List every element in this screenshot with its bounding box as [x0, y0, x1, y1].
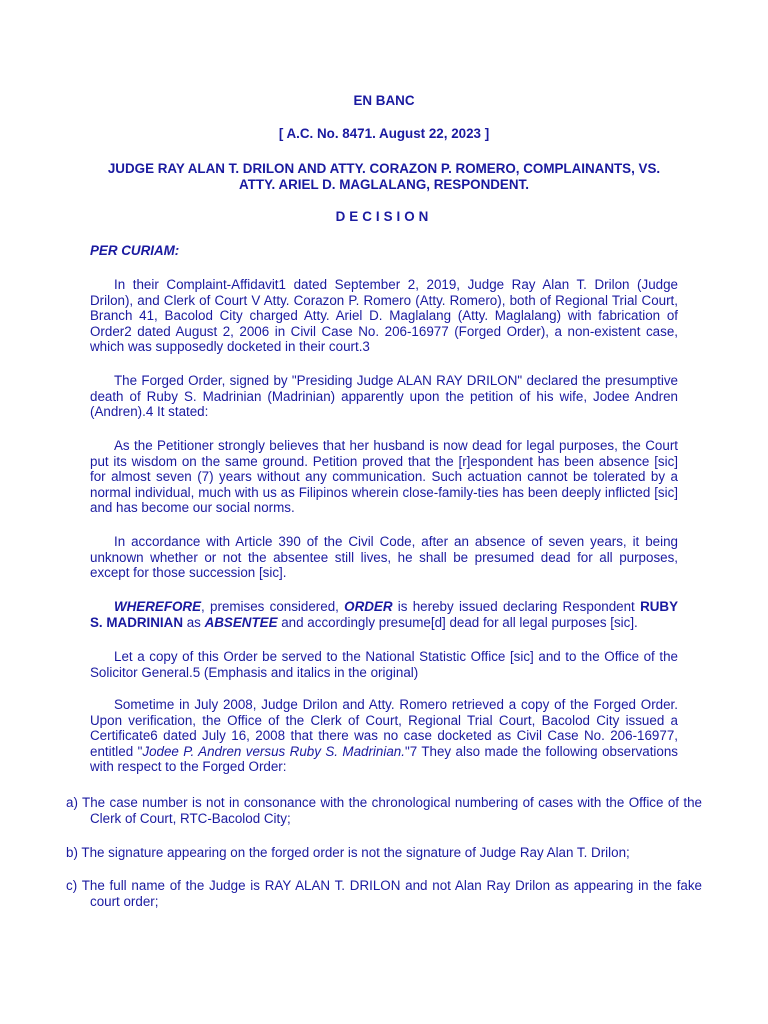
- case-reference: [ A.C. No. 8471. August 22, 2023 ]: [278, 126, 490, 141]
- quoted-paragraph-3: Let a copy of this Order be served to the National Statistic Office [sic] and to the Office of the Solicitor General.5 (Emphasis and italics in the original): [90, 649, 678, 680]
- paragraph-1: In their Complaint-Affidavit1 dated September 2, 2019, Judge Ray Alan T. Drilon (Judge Drilon), and Clerk of Court V Atty. Corazon P. Romero (Atty. Romero), both of Regional Trial Court, Branch 41, Bacolod City charged Atty. Ariel D. Maglalang (Atty. Maglalang) with fabrication of Order2 dated August 2, 2006 in Civil Case No. 206-16977 (Forged Order), a non-existent case, which was supposedly docketed in their court.3: [90, 277, 678, 355]
- decision-label: DECISION: [335, 209, 433, 224]
- court-division: EN BANC: [353, 93, 415, 108]
- per-curiam-label: PER CURIAM:: [90, 243, 180, 258]
- dispositive-text-2: is hereby issued declaring Respondent: [392, 599, 641, 614]
- quoted-dispositive: [90, 599, 678, 630]
- paragraph-2: The Forged Order, signed by "Presiding Judge ALAN RAY DRILON" declared the presumptive death of Ruby S. Madrinian (Madrinian) apparently upon the petition of his wife, Jodee Andren (Andren).4 It stated:: [90, 373, 678, 420]
- respondent-name: RUBY S. MADRINIAN: [90, 599, 679, 630]
- decision-heading: [90, 209, 678, 225]
- dispositive-text-4: and accordingly presume[d] dead for all legal purposes [sic].: [277, 614, 638, 630]
- parties-line-1: JUDGE RAY ALAN T. DRILON AND ATTY. CORAZON P. ROMERO, COMPLAINANTS, VS.: [107, 161, 661, 176]
- wherefore-text: WHEREFORE: [114, 599, 202, 614]
- parties-line-2: ATTY. ARIEL D. MAGLALANG, RESPONDENT.: [239, 176, 529, 192]
- observation-item-a: a) The case number is not in consonance with the chronological numbering of cases with the Office of the Clerk of Court, RTC-Bacolod City;: [66, 795, 702, 826]
- case-title: Jodee P. Andren versus Ruby S. Madrinian.: [142, 743, 405, 759]
- quoted-paragraph-2: In accordance with Article 390 of the Civil Code, after an absence of seven years, it being unknown whether or not the absentee still lives, he shall be presumed dead for all purposes, except for those succession [sic].: [90, 534, 678, 581]
- quoted-paragraph-1: As the Petitioner strongly believes that her husband is now dead for legal purposes, the Court put its wisdom on the same ground. Petition proved that the [r]espondent has been absence [sic] for almost seven (7) years without any communication. Such actuation cannot be tolerated by a normal individual, much with us as Filipinos wherein close-family-ties has been deeply inflicted [sic] and has become our social norms.: [90, 438, 678, 516]
- order-text: ORDER: [344, 599, 393, 614]
- paragraph-3-text-1: Sometime in July 2008, Judge Drilon and Atty. Romero retrieved a copy of the Forged Order. Upon verification, the Office of the Clerk of Court, Regional Trial Court, Bacolod City issued a Certificate6 dated July 16, 2008 that there was no case docketed as Civil Case No. 206-16977, entitled ": [90, 697, 678, 759]
- case-parties: [90, 161, 678, 192]
- paragraph-3-text-2: "7 They also made the following observations with respect to the Forged Order:: [90, 743, 678, 775]
- dispositive-text-1: , premises considered,: [201, 599, 345, 614]
- observation-item-b: b) The signature appearing on the forged order is not the signature of Judge Ray Alan T. Drilon;: [66, 845, 630, 860]
- dispositive-text-3: as: [183, 614, 205, 630]
- observation-item-c: c) The full name of the Judge is RAY ALAN T. DRILON and not Alan Ray Drilon as appearing in the fake court order;: [66, 878, 702, 909]
- absentee-text: ABSENTEE: [204, 614, 278, 630]
- paragraph-3: [90, 697, 678, 775]
